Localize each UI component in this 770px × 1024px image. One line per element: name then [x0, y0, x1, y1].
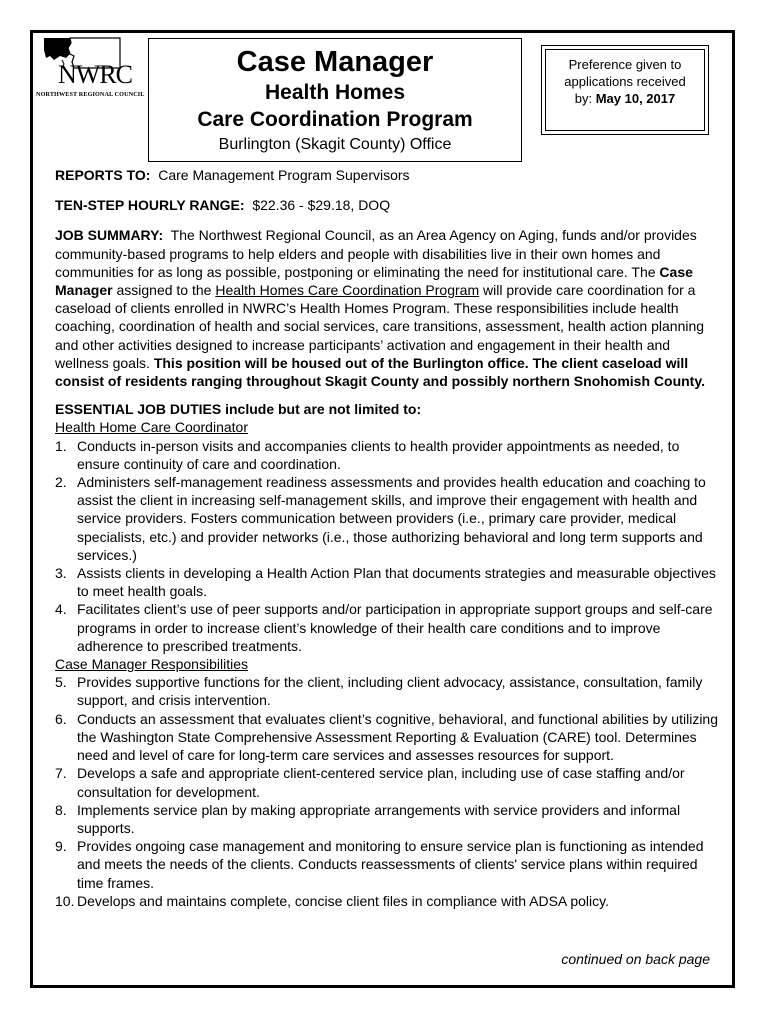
continued-note: continued on back page	[561, 951, 710, 967]
job-summary	[55, 226, 720, 390]
program-line-1: Health Homes	[264, 81, 406, 104]
job-summary-title: Case Manager	[55, 263, 693, 299]
section-2-title: Case Manager Responsibilities	[55, 656, 248, 673]
list-item: 2. Administers self-management readiness assessments and provides health education and coaching to assist the client in increasing self-management skills, and improve their engagement with health and service providers. Fosters communication between providers (i.e., primary care provider, medical specialists, etc.) and provider networks (i.e., those authorizing behavioral and long term supports and services.)	[55, 474, 706, 563]
duties-heading: ESSENTIAL JOB DUTIES include but are not limited to:	[55, 401, 422, 418]
reports-to-label: REPORTS TO:	[55, 167, 151, 183]
title-box	[148, 38, 522, 162]
list-item: 9. Provides ongoing case management and monitoring to ensure service plan is functioning as intended and meets the needs of the clients. Conducts reassessments of clients' service plans within required time frames.	[55, 838, 704, 891]
reports-to	[55, 166, 720, 184]
page-title: Case Manager	[236, 46, 434, 78]
preference-box	[541, 45, 709, 135]
hourly-range-value: $22.36 - $29.18, DOQ	[252, 197, 391, 214]
office-location: Burlington (Skagit County) Office	[218, 136, 452, 153]
hourly-range-label: TEN-STEP HOURLY RANGE:	[55, 197, 245, 214]
preference-date: May 10, 2017	[595, 91, 676, 106]
preference-by-label: by:	[574, 91, 593, 106]
job-summary-text-2: assigned to the	[116, 282, 212, 299]
list-item: 3. Assists clients in developing a Health Action Plan that documents strategies and measurable objectives to meet health goals.	[55, 565, 716, 600]
list-item: 7. Develops a safe and appropriate client-centered service plan, including use of case staffing and/or consultation for development.	[55, 765, 685, 800]
section-1-list	[55, 437, 720, 655]
list-item: 6. Conducts an assessment that evaluates client’s cognitive, behavioral, and functional abilities by utilizing the Washington State Comprehensive Assessment Reporting & Evaluation (CARE) tool. Determines need and level of care for long-term care services and assesses resources for support.	[55, 710, 718, 764]
job-summary-program: Health Homes Care Coordination Program	[215, 282, 480, 299]
preference-deadline	[546, 90, 704, 107]
section-2-list	[55, 673, 720, 910]
logo-caption: NORTHWEST REGIONAL COUNCIL	[36, 91, 145, 98]
list-item: 4. Facilitates client’s use of peer supports and/or participation in appropriate support groups and self-care programs in order to increase client’s knowledge of their health care conditions and to improve adherence to prescribed treatments.	[55, 601, 713, 654]
hourly-range	[55, 196, 720, 214]
logo-wordmark: NWRC	[58, 60, 132, 89]
job-summary-label: JOB SUMMARY:	[55, 227, 164, 244]
list-item: 1. Conducts in-person visits and accompanies clients to health provider appointments as needed, to ensure continuity of care and coordination.	[55, 437, 680, 472]
list-item: 5. Provides supportive functions for the client, including client advocacy, assistance, consultation, family support, and crisis intervention.	[55, 674, 703, 709]
list-item: 10. Develops and maintains complete, concise client files in compliance with ADSA policy.	[55, 892, 609, 909]
list-item: 8. Implements service plan by making appropriate arrangements with service providers and informal supports.	[55, 801, 681, 836]
section-1-title: Health Home Care Coordinator	[55, 419, 248, 436]
job-summary-text-1: The Northwest Regional Council, as an Area Agency on Aging, funds and/or provides community-based programs to help elders and people with disabilities live in their own homes and communities for as long as possible, postponing or eliminating the need for institutional care. The	[55, 227, 697, 280]
preference-line-2: applications received	[564, 74, 686, 89]
reports-to-value: Care Management Program Supervisors	[158, 167, 410, 183]
job-summary-location: This position will be housed out of the Burlington office. The client caseload will consist of residents ranging throughout Skagit County and possibly northern Snohomish County.	[55, 354, 705, 390]
document-body	[55, 166, 720, 910]
preference-line-1: Preference given to	[568, 57, 682, 72]
program-line-2: Care Coordination Program	[197, 108, 473, 131]
job-summary-text-3: will provide care coordination for a caseload of clients enrolled in NWRC’s Health Homes Program. These responsibilities include health coaching, coordination of health and social services, care transitions, assessment, health action planning and other activities designed to increase participants’ activation and engagement in their health and wellness goals.	[55, 282, 705, 371]
